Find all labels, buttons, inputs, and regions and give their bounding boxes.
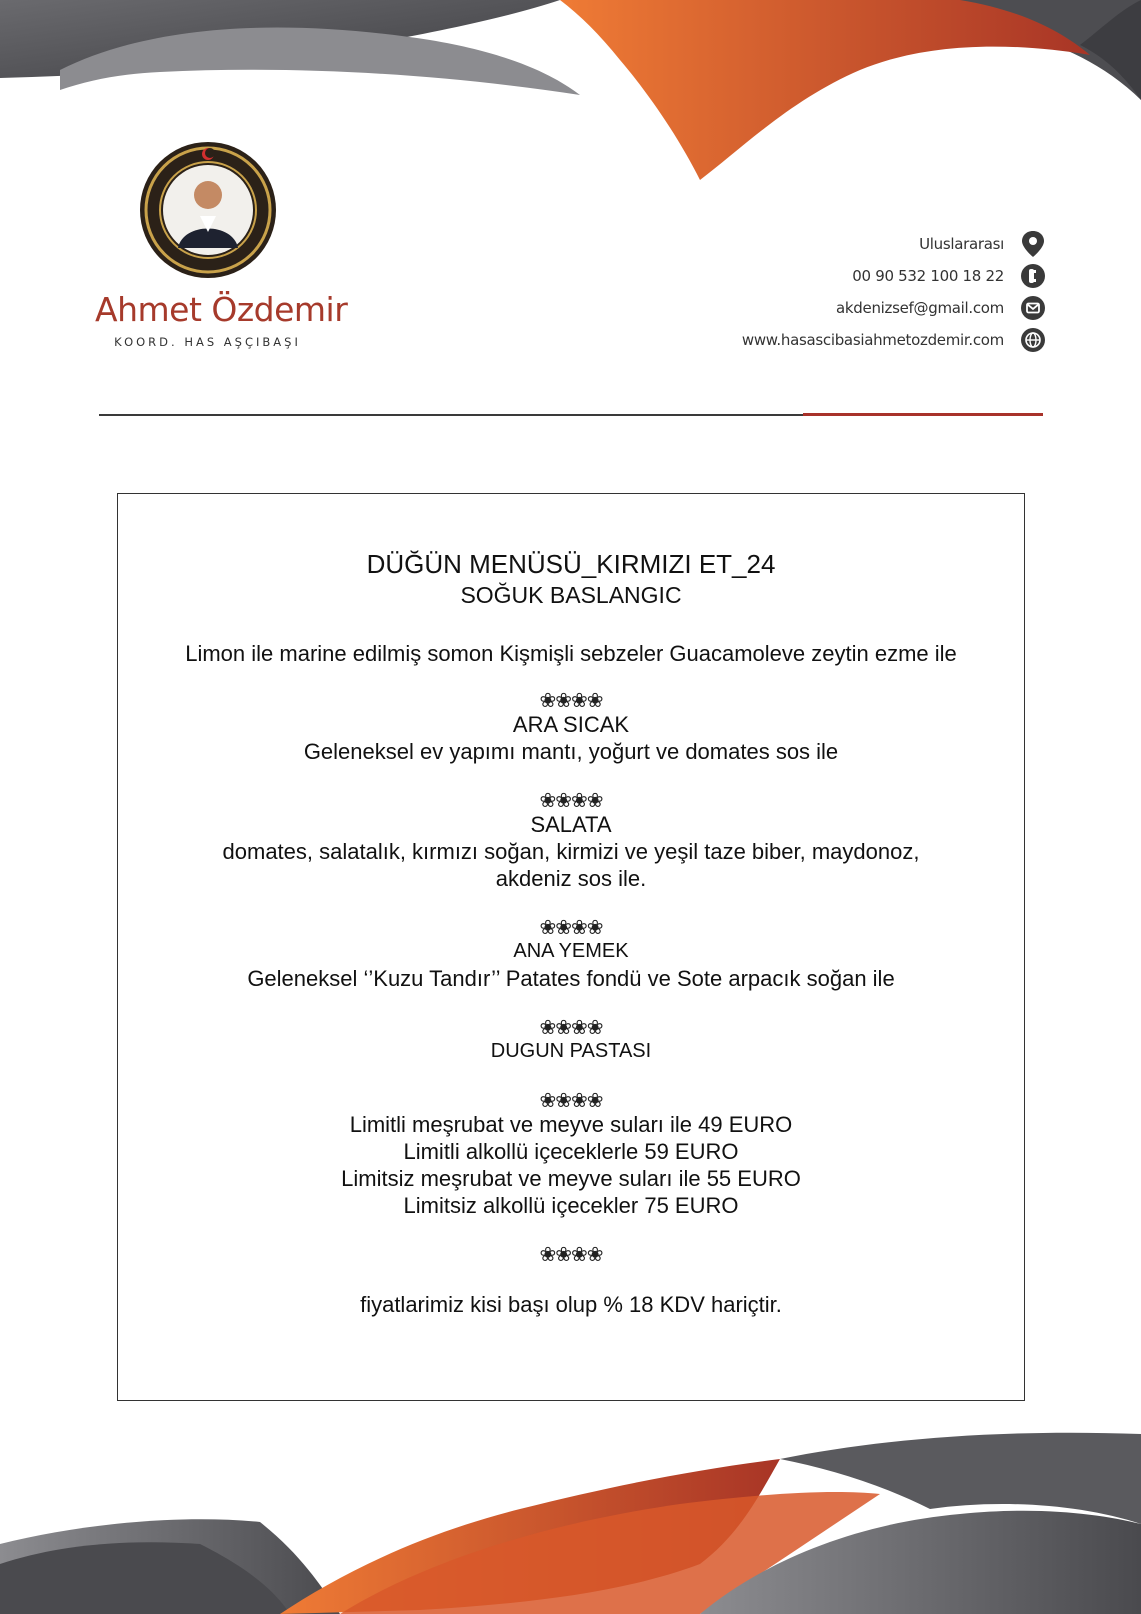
phone-icon (1020, 263, 1046, 289)
contact-address (742, 228, 1046, 260)
main-heading: ANA YEMEK (513, 940, 629, 962)
cake-heading: DUGUN PASTASI (490, 1040, 652, 1062)
main-item: Geleneksel ‘’Kuzu Tandır’’ Patates fondü ve Sote arpacık soğan ile (247, 966, 895, 991)
cold-starter-item: Limon ile marine edilmiş somon Kişmişli sebzeler Guacamoleve zeytin ezme ile (185, 641, 957, 666)
header-divider-accent (803, 413, 1043, 416)
contact-list (742, 228, 1046, 356)
menu-content (118, 548, 1024, 1318)
chef-emblem-icon (138, 140, 278, 280)
contact-website (742, 324, 1046, 356)
flower-ornament-icon: ❀❀❀❀ (539, 915, 603, 939)
price-line: Limitli meşrubat ve meyve suları ile 49 EURO (349, 1112, 793, 1137)
website-text[interactable]: www.hasascibasiahmetozdemir.com (741, 331, 1004, 349)
menu-card (117, 493, 1025, 1401)
bottom-wave-decoration (0, 1414, 1141, 1614)
price-note: fiyatlarimiz kisi başı olup % 18 KDV hariçtir. (360, 1292, 782, 1317)
salad-heading: SALATA (530, 812, 612, 837)
price-line: Limitsiz alkollü içecekler 75 EURO (403, 1193, 739, 1218)
brand-name: Ahmet Özdemir (95, 290, 348, 329)
salad-line-2: akdeniz sos ile. (495, 866, 647, 891)
flower-ornament-icon: ❀❀❀❀ (539, 688, 603, 712)
flower-ornament-icon: ❀❀❀❀ (539, 1015, 603, 1039)
phone-text: 00 90 532 100 18 22 (852, 267, 1004, 285)
header-divider (99, 414, 804, 416)
flower-ornament-icon: ❀❀❀❀ (539, 1088, 603, 1112)
email-text[interactable]: akdenizsef@gmail.com (836, 299, 1004, 317)
menu-title: DÜĞÜN MENÜSÜ_KIRMIZI ET_24 (366, 549, 776, 579)
salad-line-1: domates, salatalık, kırmızı soğan, kirmizi ve yeşil taze biber, maydonoz, (222, 839, 920, 864)
price-line: Limitli alkollü içeceklerle 59 EURO (403, 1139, 739, 1164)
location-pin-icon (1020, 231, 1046, 257)
menu-subtitle: SOĞUK BASLANGIC (460, 582, 682, 608)
price-line: Limitsiz meşrubat ve meyve suları ile 55 EURO (341, 1166, 801, 1191)
contact-email (742, 292, 1046, 324)
flower-ornament-icon: ❀❀❀❀ (539, 788, 603, 812)
brand-block (95, 140, 348, 349)
contact-phone (742, 260, 1046, 292)
brand-subtitle: KOORD. HAS AŞÇIBAŞI (114, 335, 301, 349)
globe-icon (1020, 327, 1046, 353)
flower-ornament-icon: ❀❀❀❀ (539, 1242, 603, 1266)
warm-heading: ARA SICAK (512, 712, 630, 737)
warm-item: Geleneksel ev yapımı mantı, yoğurt ve domates sos ile (303, 739, 839, 764)
mail-icon (1020, 295, 1046, 321)
address-text: Uluslararası (919, 235, 1004, 253)
